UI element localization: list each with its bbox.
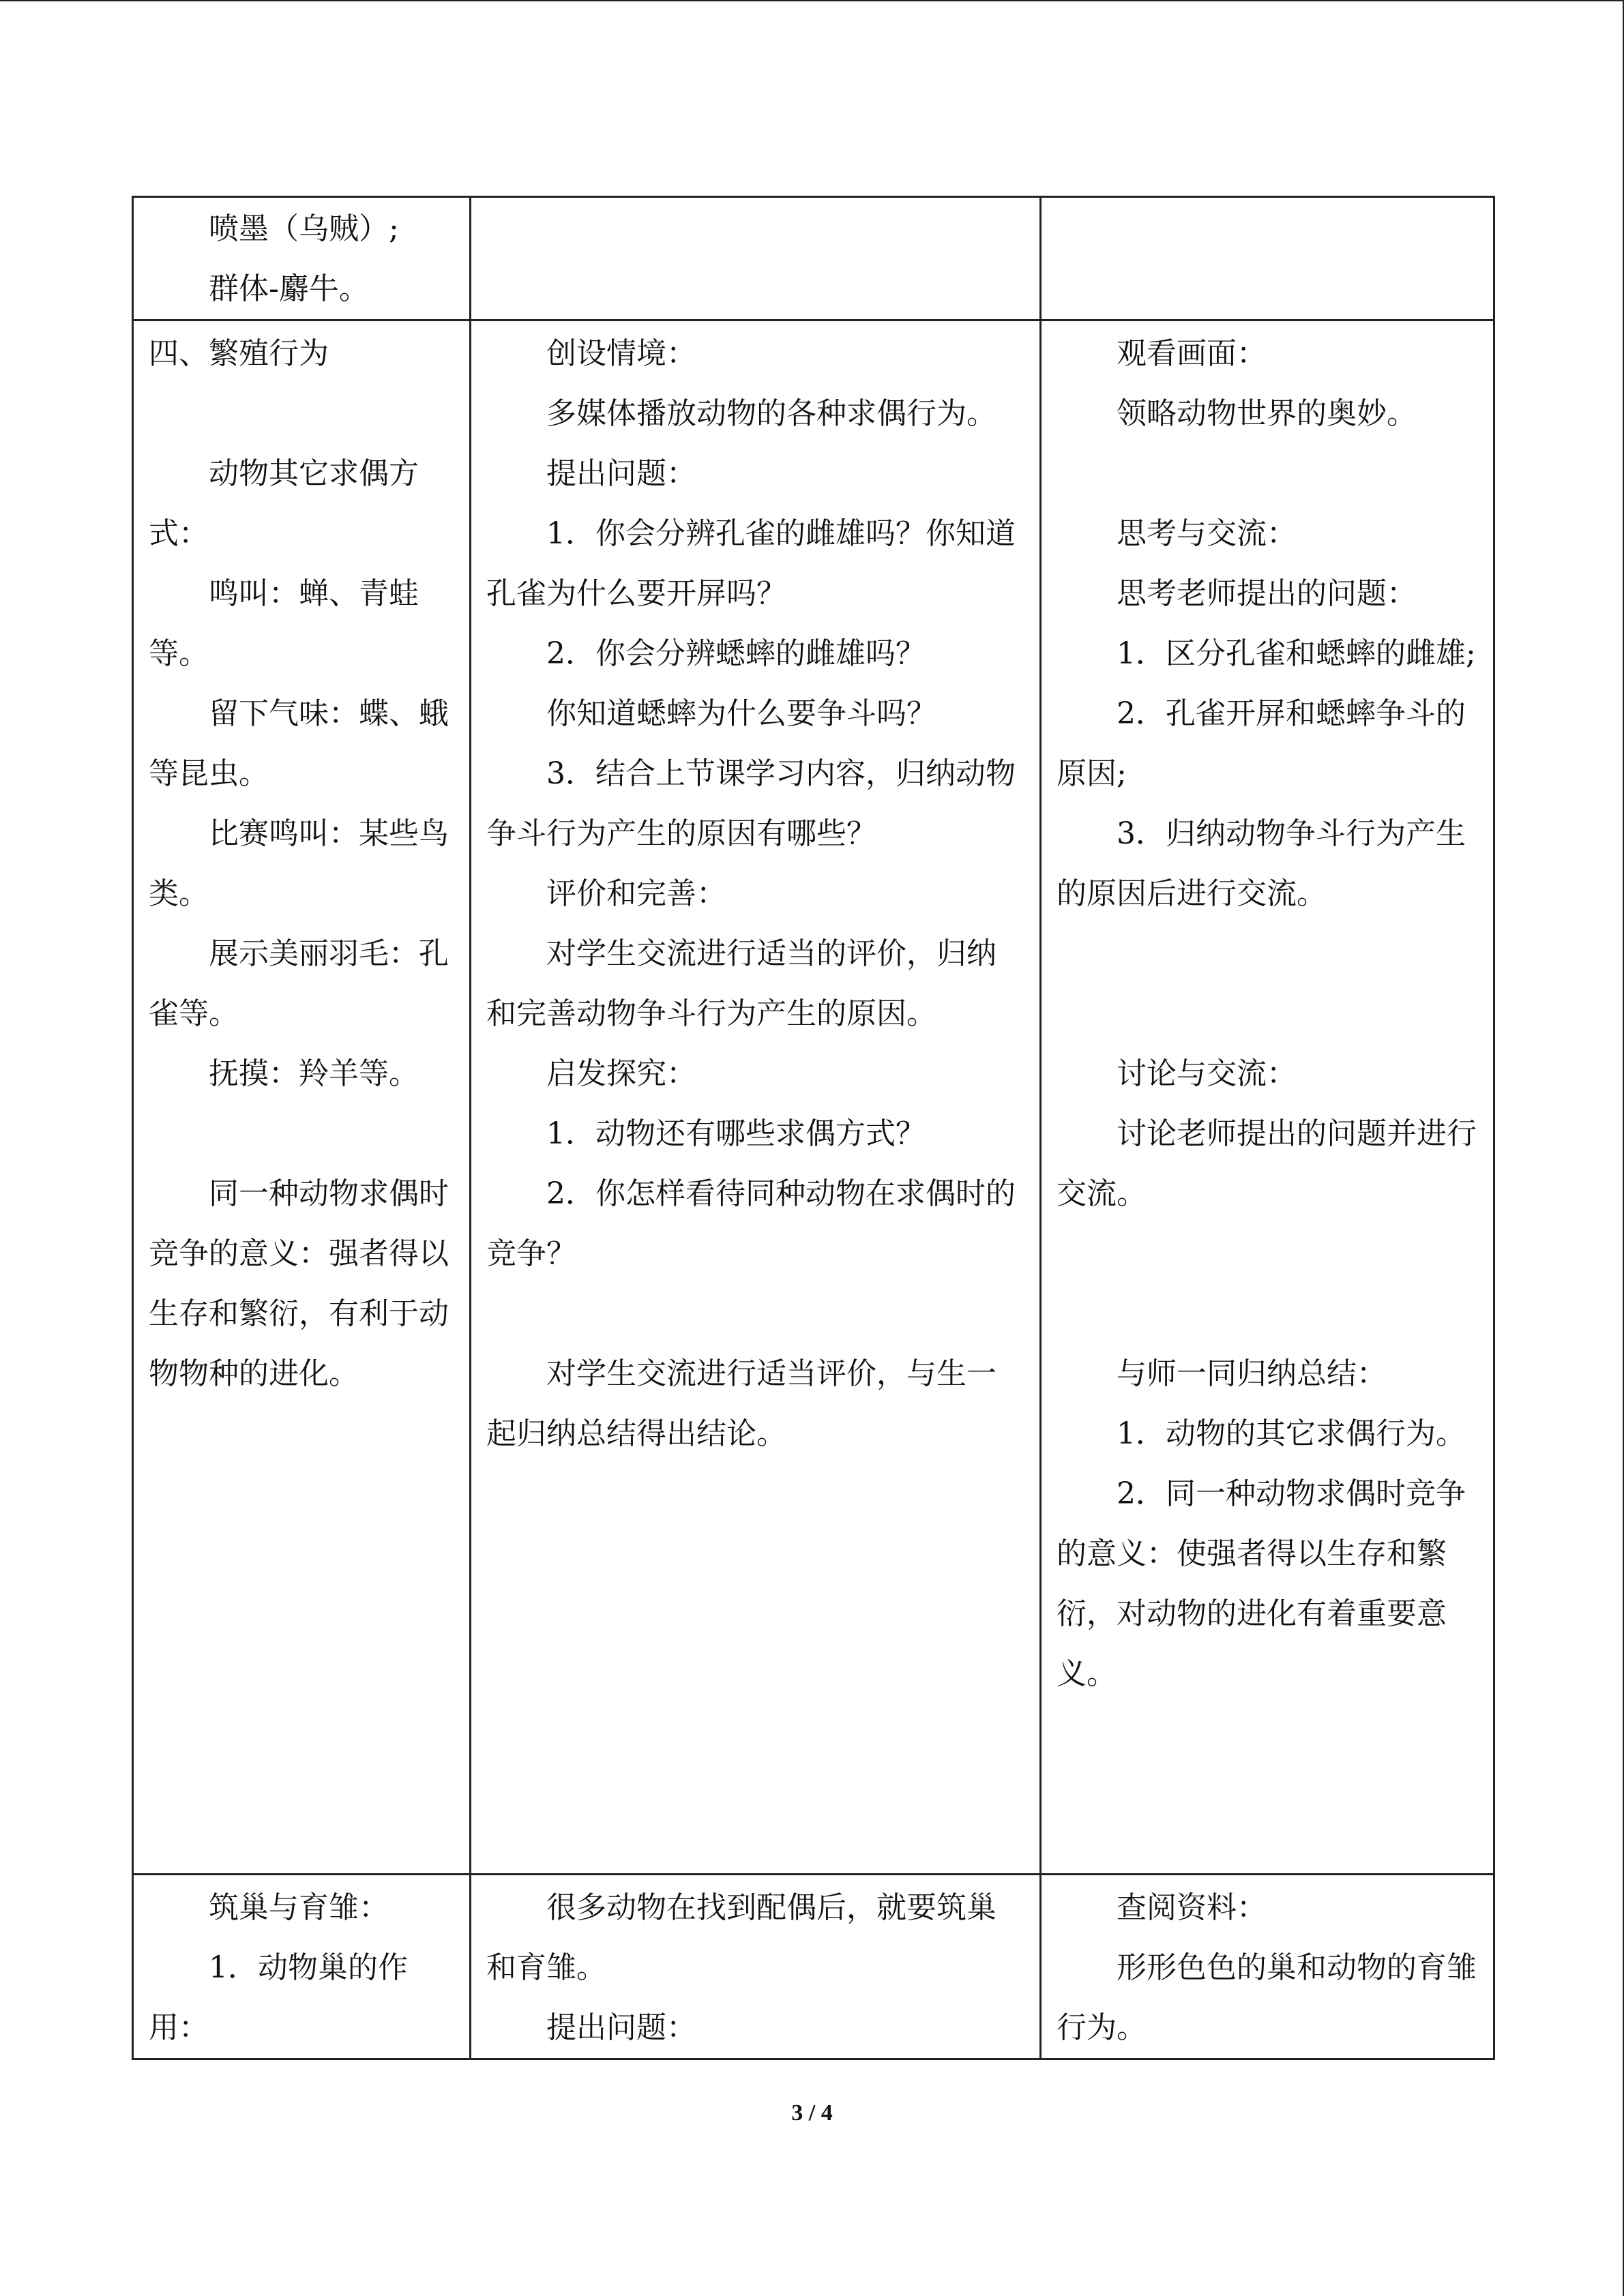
content-line: 筑巢与育雏： bbox=[209, 1890, 389, 1925]
teacher-line: 很多动物在找到配偶后，就要筑巢和育雏。 bbox=[486, 1890, 996, 1985]
student-line: 形形色色的巢和动物的育雏行为。 bbox=[1057, 1950, 1477, 2045]
student-cell bbox=[1041, 197, 1494, 320]
teacher-line: 1．你会分辨孔雀的雌雄吗？你知道孔雀为什么要开屏吗？ bbox=[486, 516, 1016, 611]
content-line: 同一种动物求偶时竞争的意义：强者得以生存和繁衍，有利于动物物种的进化。 bbox=[149, 1176, 449, 1391]
content-cell bbox=[133, 320, 471, 1875]
student-line: 领略动物世界的奥妙。 bbox=[1117, 396, 1417, 431]
teacher-line: 提出问题： bbox=[546, 456, 696, 491]
section-heading: 四、繁殖行为 bbox=[149, 336, 329, 371]
content-line: 鸣叫：蝉、青蛙等。 bbox=[149, 576, 419, 671]
student-line: 查阅资料： bbox=[1117, 1890, 1267, 1925]
content-cell bbox=[133, 197, 471, 320]
teacher-line: 2．你怎样看待同种动物在求偶时的竞争？ bbox=[486, 1176, 1016, 1271]
teacher-line: 创设情境： bbox=[546, 336, 696, 371]
teacher-line: 评价和完善： bbox=[546, 876, 726, 911]
student-line: 讨论老师提出的问题并进行交流。 bbox=[1057, 1116, 1477, 1211]
table-row bbox=[133, 1875, 1494, 2059]
student-cell bbox=[1041, 1875, 1494, 2059]
content-line: 群体-麝牛。 bbox=[209, 271, 369, 306]
student-line: 观看画面： bbox=[1117, 336, 1267, 371]
teacher-line: 3．结合上节课学习内容，归纳动物争斗行为产生的原因有哪些？ bbox=[486, 756, 1016, 851]
student-line: 讨论与交流： bbox=[1117, 1056, 1297, 1091]
teacher-line: 2．你会分辨蟋蟀的雌雄吗？ bbox=[546, 636, 926, 671]
content-line: 喷墨（乌贼）; bbox=[209, 211, 399, 246]
content-line: 展示美丽羽毛：孔雀等。 bbox=[149, 936, 449, 1031]
student-line: 思考与交流： bbox=[1117, 516, 1297, 551]
teacher-line: 多媒体播放动物的各种求偶行为。 bbox=[546, 396, 996, 431]
content-line: 抚摸：羚羊等。 bbox=[209, 1056, 419, 1091]
student-cell bbox=[1041, 320, 1494, 1875]
student-line: 2．孔雀开屏和蟋蟀争斗的原因; bbox=[1057, 696, 1466, 791]
teacher-cell bbox=[471, 1875, 1041, 2059]
content-line: 留下气味：蝶、蛾等昆虫。 bbox=[149, 696, 449, 791]
student-line: 3．归纳动物争斗行为产生的原因后进行交流。 bbox=[1057, 816, 1466, 911]
page-number: 3 / 4 bbox=[791, 2100, 833, 2126]
table-row bbox=[133, 197, 1494, 320]
student-line: 2．同一种动物求偶时竞争的意义：使强者得以生存和繁衍，对动物的进化有着重要意义。 bbox=[1057, 1476, 1466, 1691]
teacher-cell bbox=[471, 197, 1041, 320]
content-line: 1．动物巢的作用： bbox=[149, 1950, 408, 2045]
teacher-line: 对学生交流进行适当评价，与生一起归纳总结得出结论。 bbox=[486, 1356, 996, 1451]
content-line: 动物其它求偶方式： bbox=[149, 456, 419, 551]
teacher-cell bbox=[471, 320, 1041, 1875]
student-line: 思考老师提出的问题： bbox=[1117, 576, 1417, 611]
teacher-line: 你知道蟋蟀为什么要争斗吗？ bbox=[546, 696, 936, 731]
content-cell bbox=[133, 1875, 471, 2059]
table-row bbox=[133, 320, 1494, 1875]
lesson-plan-table bbox=[132, 196, 1495, 2060]
student-line: 1．区分孔雀和蟋蟀的雌雄; bbox=[1117, 636, 1476, 671]
content-line: 比赛鸣叫：某些鸟类。 bbox=[149, 816, 449, 911]
student-line: 1．动物的其它求偶行为。 bbox=[1117, 1416, 1466, 1451]
student-line: 与师一同归纳总结： bbox=[1117, 1356, 1387, 1391]
teacher-line: 启发探究： bbox=[546, 1056, 696, 1091]
teacher-line: 对学生交流进行适当的评价，归纳和完善动物争斗行为产生的原因。 bbox=[486, 936, 996, 1031]
teacher-line: 提出问题： bbox=[546, 2010, 696, 2045]
teacher-line: 1．动物还有哪些求偶方式？ bbox=[546, 1116, 926, 1151]
